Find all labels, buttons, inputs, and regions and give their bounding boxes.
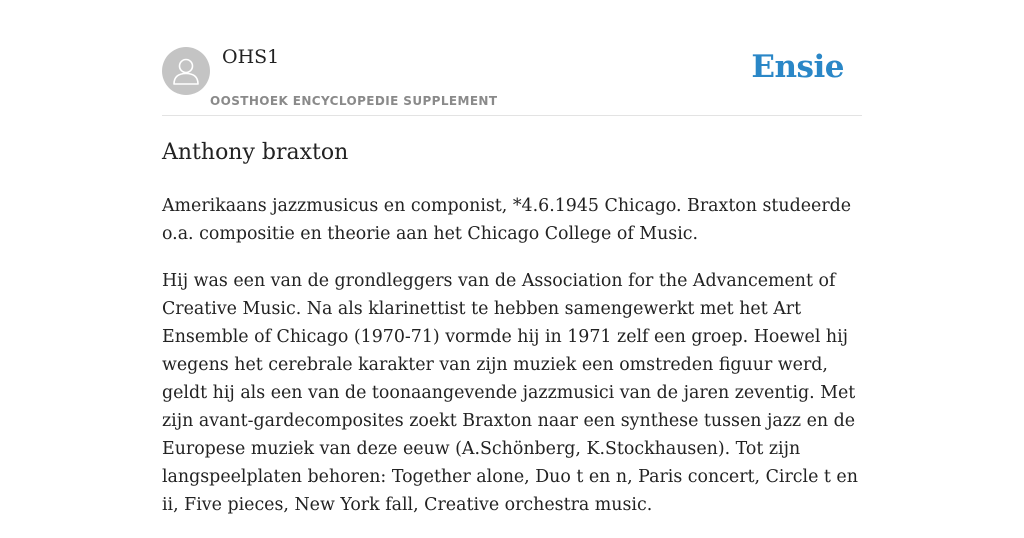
ensie-logo[interactable]: Ensie [751, 49, 844, 85]
article-paragraph: Hij was een van de grondleggers van de Association for the Advancement of Creative Music. Na als klarinettist te hebben samengewerkt met het Art Ensemble of Chicago (1970-71) vormde hij in 1971 zelf een groep. Hoewel hij wegens het cerebrale karakter van zijn muziek een omstreden figuur werd, geldt hij als een van de toonaangevende jazzmusici van de jaren zeventig. Met zijn avant-gardecomposites zoekt Braxton naar een synthese tussen jazz en de Europese muziek van deze eeuw (A.Schönberg, K.Stockhausen). Tot zijn langspeelplaten behoren: Together alone, Duo t en n, Paris concert, Circle t en ii, Five pieces, New York fall, Creative orchestra music. [162, 271, 858, 515]
source-label: OOSTHOEK ENCYCLOPEDIE SUPPLEMENT [210, 94, 498, 108]
article-title: Anthony braxton [162, 140, 349, 165]
author-username-link[interactable]: OHS1 [222, 46, 280, 68]
user-avatar-icon [162, 47, 210, 95]
page-container [162, 0, 862, 515]
user-avatar[interactable] [162, 47, 210, 95]
article-paragraph: Amerikaans jazzmusicus en componist, *4.6.1945 Chicago. Braxton studeerde o.a. compositie en theorie aan het Chicago College of Music. [162, 196, 852, 244]
article-body [162, 192, 868, 538]
entry-header [162, 0, 862, 116]
